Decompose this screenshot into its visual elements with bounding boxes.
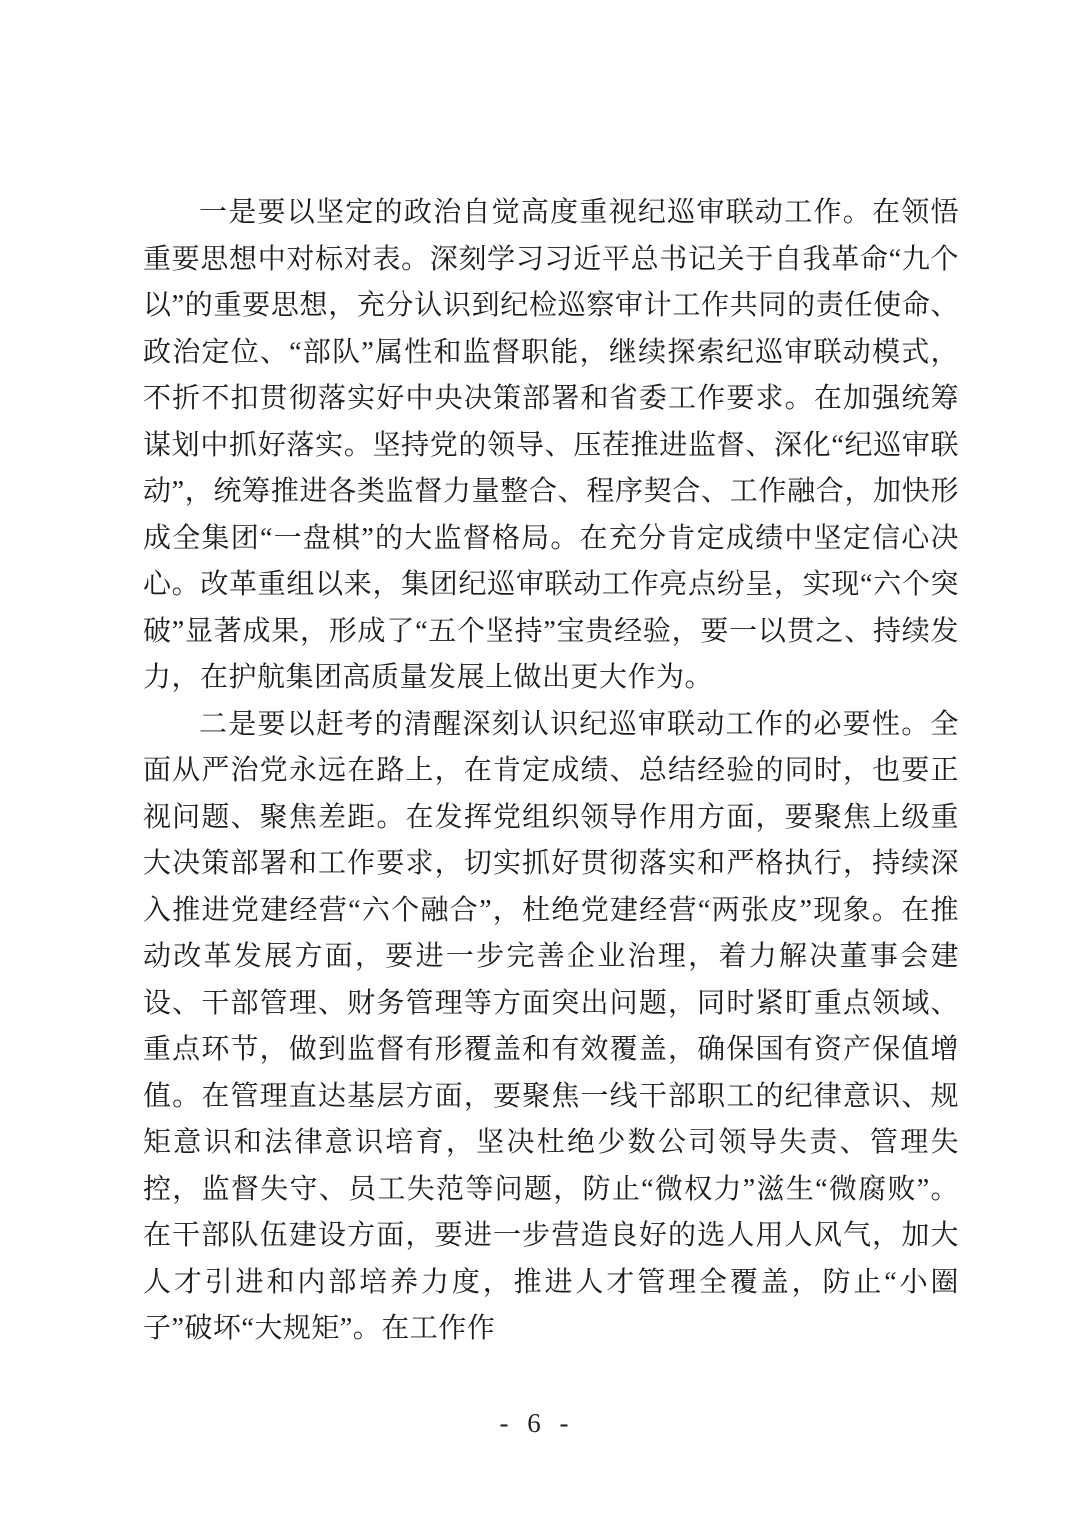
paragraph-1: 一是要以坚定的政治自觉高度重视纪巡审联动工作。在领悟重要思想中对标对表。深刻学习习近平总书记关于自我革命“九个以”的重要思想，充分认识到纪检巡察审计工作共同的责任使命、政治定位、“部队”属性和监督职能，继续探索纪巡审联动模式，不折不扣贯彻落实好中央决策部署和省委工作要求。在加强统筹谋划中抓好落实。坚持党的领导、压茬推进监督、深化“纪巡审联动”，统筹推进各类监督力量整合、程序契合、工作融合，加快形成全集团“一盘棋”的大监督格局。在充分肯定成绩中坚定信心决心。改革重组以来，集团纪巡审联动工作亮点纷呈，实现“六个突破”显著成果，形成了“五个坚持”宝贵经验，要一以贯之、持续发力，在护航集团高质量发展上做出更大作为。 bbox=[143, 197, 959, 693]
page-number: - 6 - bbox=[499, 1408, 575, 1438]
paragraph-2: 二是要以赶考的清醒深刻认识纪巡审联动工作的必要性。全面从严治党永远在路上，在肯定成绩、总结经验的同时，也要正视问题、聚焦差距。在发挥党组织领导作用方面，要聚焦上级重大决策部署和工作要求，切实抓好贯彻落实和严格执行，持续深入推进党建经营“六个融合”，杜绝党建经营“两张皮”现象。在推动改革发展方面，要进一步完善企业治理，着力解决董事会建设、干部管理、财务管理等方面突出问题，同时紧盯重点领域、重点环节，做到监督有形覆盖和有效覆盖，确保国有资产保值增值。在管理直达基层方面，要聚焦一线干部职工的纪律意识、规矩意识和法律意识培育，坚决杜绝少数公司领导失责、管理失控，监督失守、员工失范等问题，防止“微权力”滋生“微腐败”。在干部队伍建设方面，要进一步营造良好的选人用人风气，加大人才引进和内部培养力度，推进人才管理全覆盖，防止“小圈子”破坏“大规矩”。在工作作 bbox=[143, 708, 959, 1344]
document-body bbox=[143, 190, 959, 1353]
